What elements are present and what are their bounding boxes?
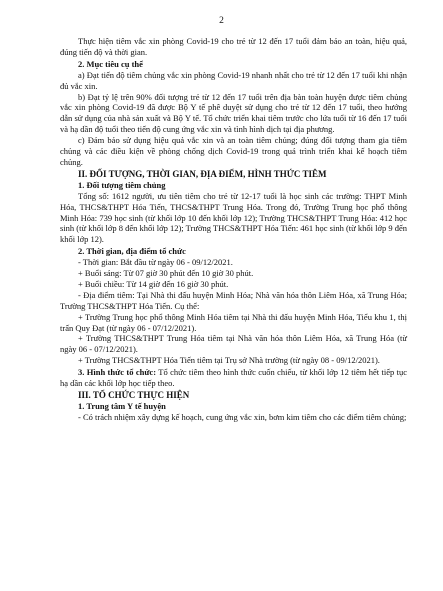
paragraph-intro: Thực hiện tiêm vắc xin phòng Covid-19 cho trẻ từ 12 đến 17 tuổi đảm bảo an toàn, hiệu quả, đúng tiến độ và thời gian. [60,36,407,57]
location-line: - Địa điểm tiêm: Tại Nhà thi đấu huyện Minh Hóa; Nhà văn hóa thôn Liêm Hóa, xã Trung Hóa; Trường THCS&THPT Hóa Tiến. Cụ thể: [60,289,407,311]
page-number: 2 [219,16,224,26]
afternoon-line: + Buổi chiều: Từ 14 giờ đến 16 giờ 30 phút. [78,278,229,289]
organization-form [60,367,407,389]
heading-health-center: 1. Trung tâm Y tế huyện [78,400,166,411]
document-body [60,36,407,423]
heading-time-location: 2. Thời gian, địa điểm tổ chức [78,246,186,257]
location-detail-3: + Trường THCS&THPT Hóa Tiến tiêm tại Trụ sở Nhà trường (từ ngày 08 - 09/12/2021). [78,355,380,366]
heading-subjects: 1. Đối tượng tiêm chủng [78,179,166,190]
location-detail-2: + Trường THCS&THPT Trung Hóa tiêm tại Nhà văn hóa thôn Liêm Hóa, xã Trung Hóa (từ ngày 06 - 07/12/2021). [60,333,407,355]
time-line: - Thời gian: Bắt đầu từ ngày 06 - 09/12/2021. [78,257,233,268]
organization-form-text: Tổ chức tiêm theo hình thức cuốn chiếu, từ khối lớp 12 tiêm hết tiếp tục hạ dần các khối lớp học tiếp theo. [60,367,407,389]
goal-a: a) Đạt tiến độ tiêm chủng vắc xin phòng Covid-19 nhanh nhất cho trẻ từ 12 đến 17 tuổi khi nhận đủ vắc xin. [60,69,407,91]
heading-section-ii: II. ĐỐI TƯỢNG, THỜI GIAN, ĐỊA ĐIỂM, HÌNH THỨC TIÊM [78,168,327,179]
heading-section-iii: III. TỔ CHỨC THỰC HIỆN [78,390,190,400]
goal-c: c) Đảm bảo sử dụng hiệu quả vắc xin và an toàn tiêm chủng; đúng đối tượng tham gia tiêm chủng và các điều kiện về phòng chống dịch Covid-19 trong quá trình triển khai kế hoạch tiêm chủng. [60,135,407,167]
organization-form-label: 3. Hình thức tổ chức: [78,367,157,378]
location-detail-1: + Trường Trung học phổ thông Minh Hóa tiêm tại Nhà thi đấu huyện Minh Hóa, Tiểu khu 1, thị trấn Quy Đạt (từ ngày 06 - 07/12/2021). [60,311,407,333]
goal-b: b) Đạt tỷ lệ trên 90% đối tượng trẻ từ 12 đến 17 tuổi trên địa bàn toàn huyện được tiêm chủng vắc xin phòng Covid-19 đã được Bộ Y tế phê duyệt sử dụng cho trẻ từ 12 đến 17 tuổi, theo hướng dẫn sử dụng của nhà sản xuất và Bộ Y tế. Tổ chức triển khai tiêm trước cho lứa tuổi từ 16 đến 17 tuổi và hạ dần độ tuổi theo tiến độ cung ứng vắc xin và tình hình dịch tại địa phương. [60,91,407,135]
morning-line: + Buổi sáng: Từ 07 giờ 30 phút đến 10 giờ 30 phút. [78,268,254,279]
heading-specific-goals: 2. Mục tiêu cụ thể [78,58,143,69]
health-center-duties: - Có trách nhiệm xây dựng kế hoạch, cung ứng vắc xin, bơm kim tiêm cho các điểm tiêm chủng; [78,411,407,422]
subjects-paragraph: Tổng số: 1612 người, ưu tiên tiêm cho trẻ từ 12-17 tuổi là học sinh các trường: THPT Minh Hóa, THCS&THPT Hóa Tiến, THCS&THPT Trung Hóa. Trong đó, Trường Trung học phổ thông Minh Hóa: 739 học sinh (từ khối lớp 10 đến khối lớp 12); Trường THCS&THPT Trung Hóa: 412 học sinh (từ khối lớp 8 đến khối lớp 12); Trường THCS&THPT Hóa Tiến: 461 học sinh (từ khối lớp 9 đến khối lớp 12). [60,190,407,245]
